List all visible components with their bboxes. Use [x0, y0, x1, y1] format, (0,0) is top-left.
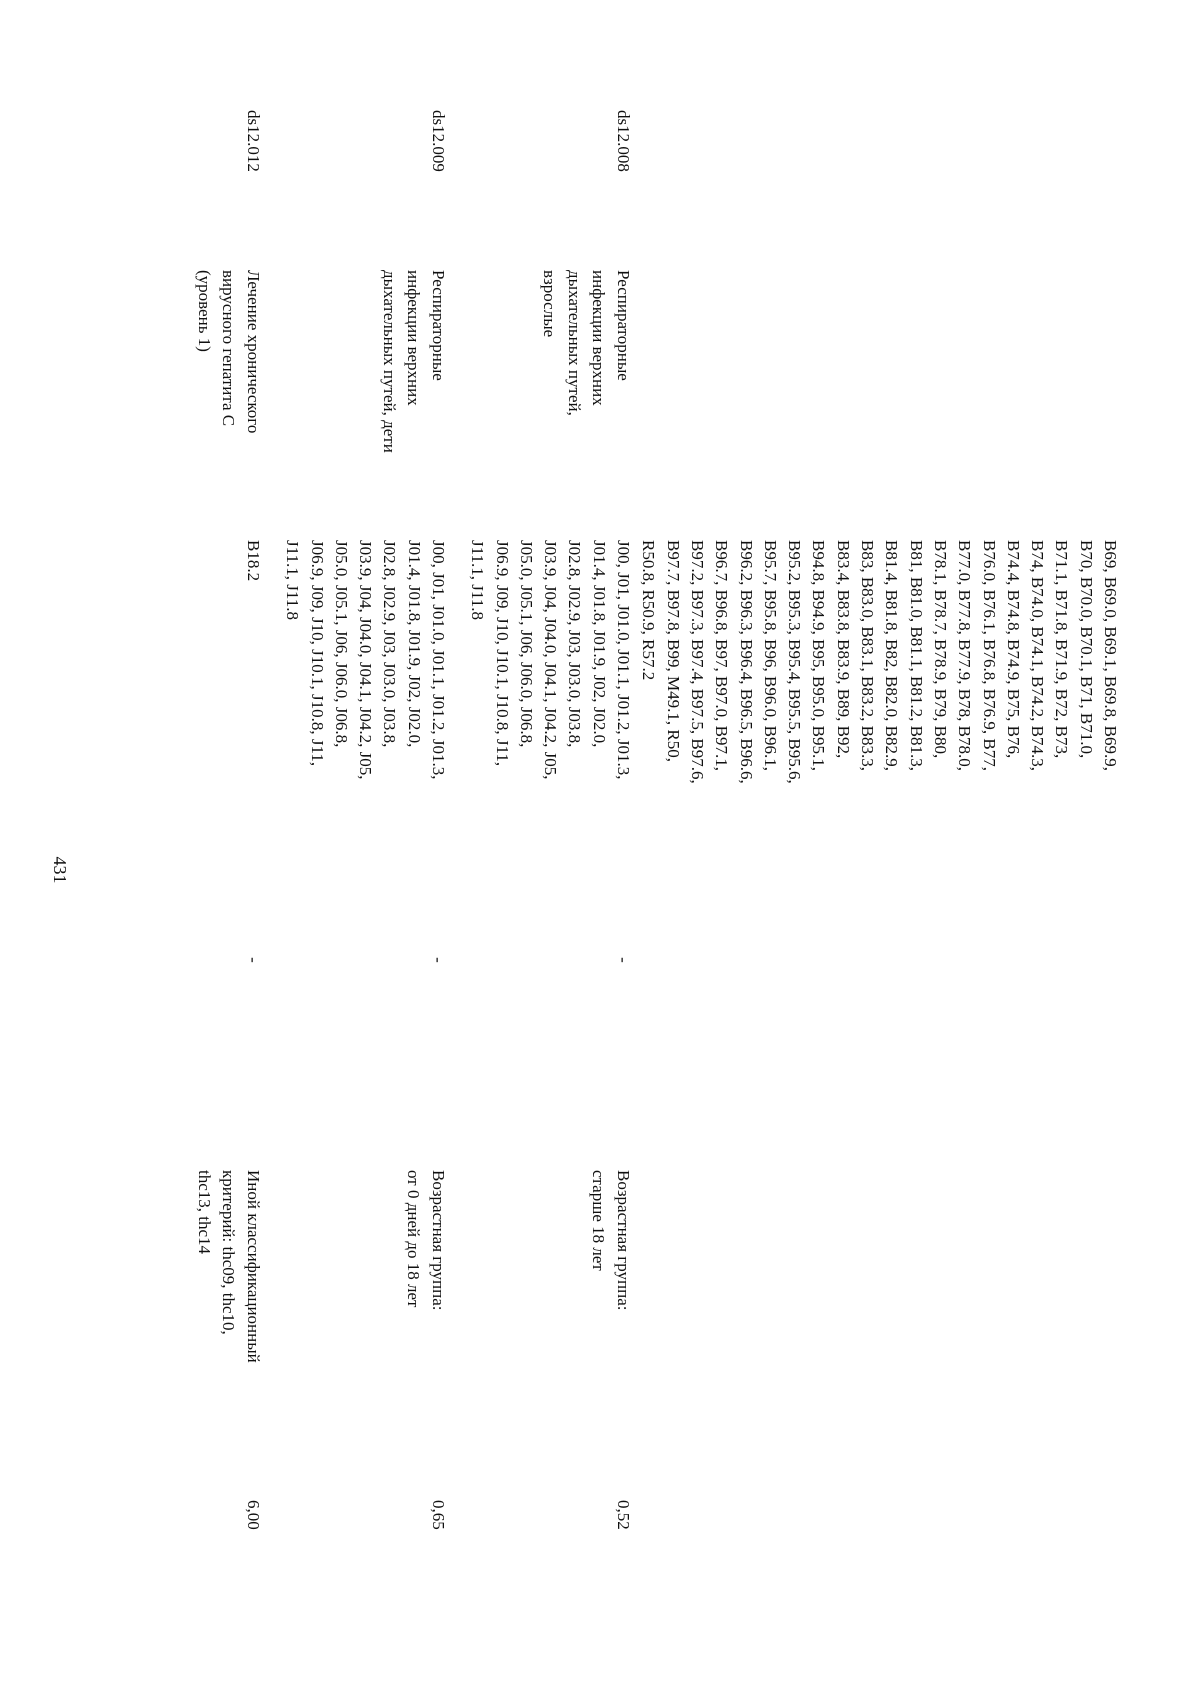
page-number: 431: [50, 856, 70, 884]
row-criterion: Возрастная группа: от 0 дней до 18 лет: [404, 1170, 448, 1311]
row-mkb-codes: J00, J01, J01.0, J01.1, J01.2, J01.3, J01.4, J01.8, J01.9, J02, J02.0, J02.8, J02.9, J03, J03.0, J03.8, J03.9, J04, J04.0, J04.1, J04.2, J05, J05.0, J05.1, J06, J06.0, J06.8, J06.9, J09, J10, J10.1, J10.8, J11, J11.1, J11.8: [468, 540, 633, 780]
row-coefficient: 0,65: [429, 1500, 448, 1530]
row-name: Респираторные инфекции верхних дыхательных путей, взрослые: [540, 270, 633, 416]
row-mkb-additional: -: [244, 957, 263, 963]
row-criterion: Возрастная группа: старше 18 лет: [589, 1170, 633, 1311]
row-name: Лечение хронического вирусного гепатита C (уровень 1): [195, 270, 263, 434]
row-mkb-additional: -: [614, 957, 633, 963]
row-coefficient: 0,52: [614, 1500, 633, 1530]
row-mkb-codes: J00, J01, J01.0, J01.1, J01.2, J01.3, J01.4, J01.8, J01.9, J02, J02.0, J02.8, J02.9, J03, J03.0, J03.8, J03.9, J04, J04.0, J04.1, J04.2, J05, J05.0, J05.1, J06, J06.0, J06.8, J06.9, J09, J10, J10.1, J10.8, J11, J11.1, J11.8: [283, 540, 448, 780]
continuation-mkb-codes: B69, B69.0, B69.1, B69.8, B69.9, B70, B70.0, B70.1, B71, B71.0, B71.1, B71.8, B71.9, B72, B73, B74, B74.0, B74.1, B74.2, B74.3, B74.4, B74.8, B74.9, B75, B76, B76.0, B76.1, B76.8, B76.9, B77, B77.0, B77.8, B77.9, B78, B78.0, B78.1, B78.7, B78.9, B79, B80, B81, B81.0, B81.1, B81.2, B81.3, B81.4, B81.8, B82, B82.0, B82.9, B83, B83.0, B83.1, B83.2, B83.3, B83.4, B83.8, B83.9, B89, B92, B94.8, B94.9, B95, B95.0, B95.1, B95.2, B95.3, B95.4, B95.5, B95.6, B95.7, B95.8, B96, B96.0, B96.1, B96.2, B96.3, B96.4, B96.5, B96.6, B96.7, B96.8, B97, B97.0, B97.1, B97.2, B97.3, B97.4, B97.5, B97.6, B97.7, B97.8, B99, M49.1, R50, R50.8, R50.9, R57.2: [639, 540, 1120, 784]
row-mkb-additional: -: [429, 957, 448, 963]
row-criterion: Иной классификационный критерий: thc09, thc10, thc13, thc14: [195, 1170, 263, 1363]
row-code: ds12.008: [614, 110, 633, 172]
row-code: ds12.012: [244, 110, 263, 172]
row-code: ds12.009: [429, 110, 448, 172]
row-coefficient: 6,00: [244, 1500, 263, 1530]
row-mkb-codes: B18.2: [244, 540, 263, 582]
row-name: Респираторные инфекции верхних дыхательных путей, дети: [380, 270, 448, 453]
